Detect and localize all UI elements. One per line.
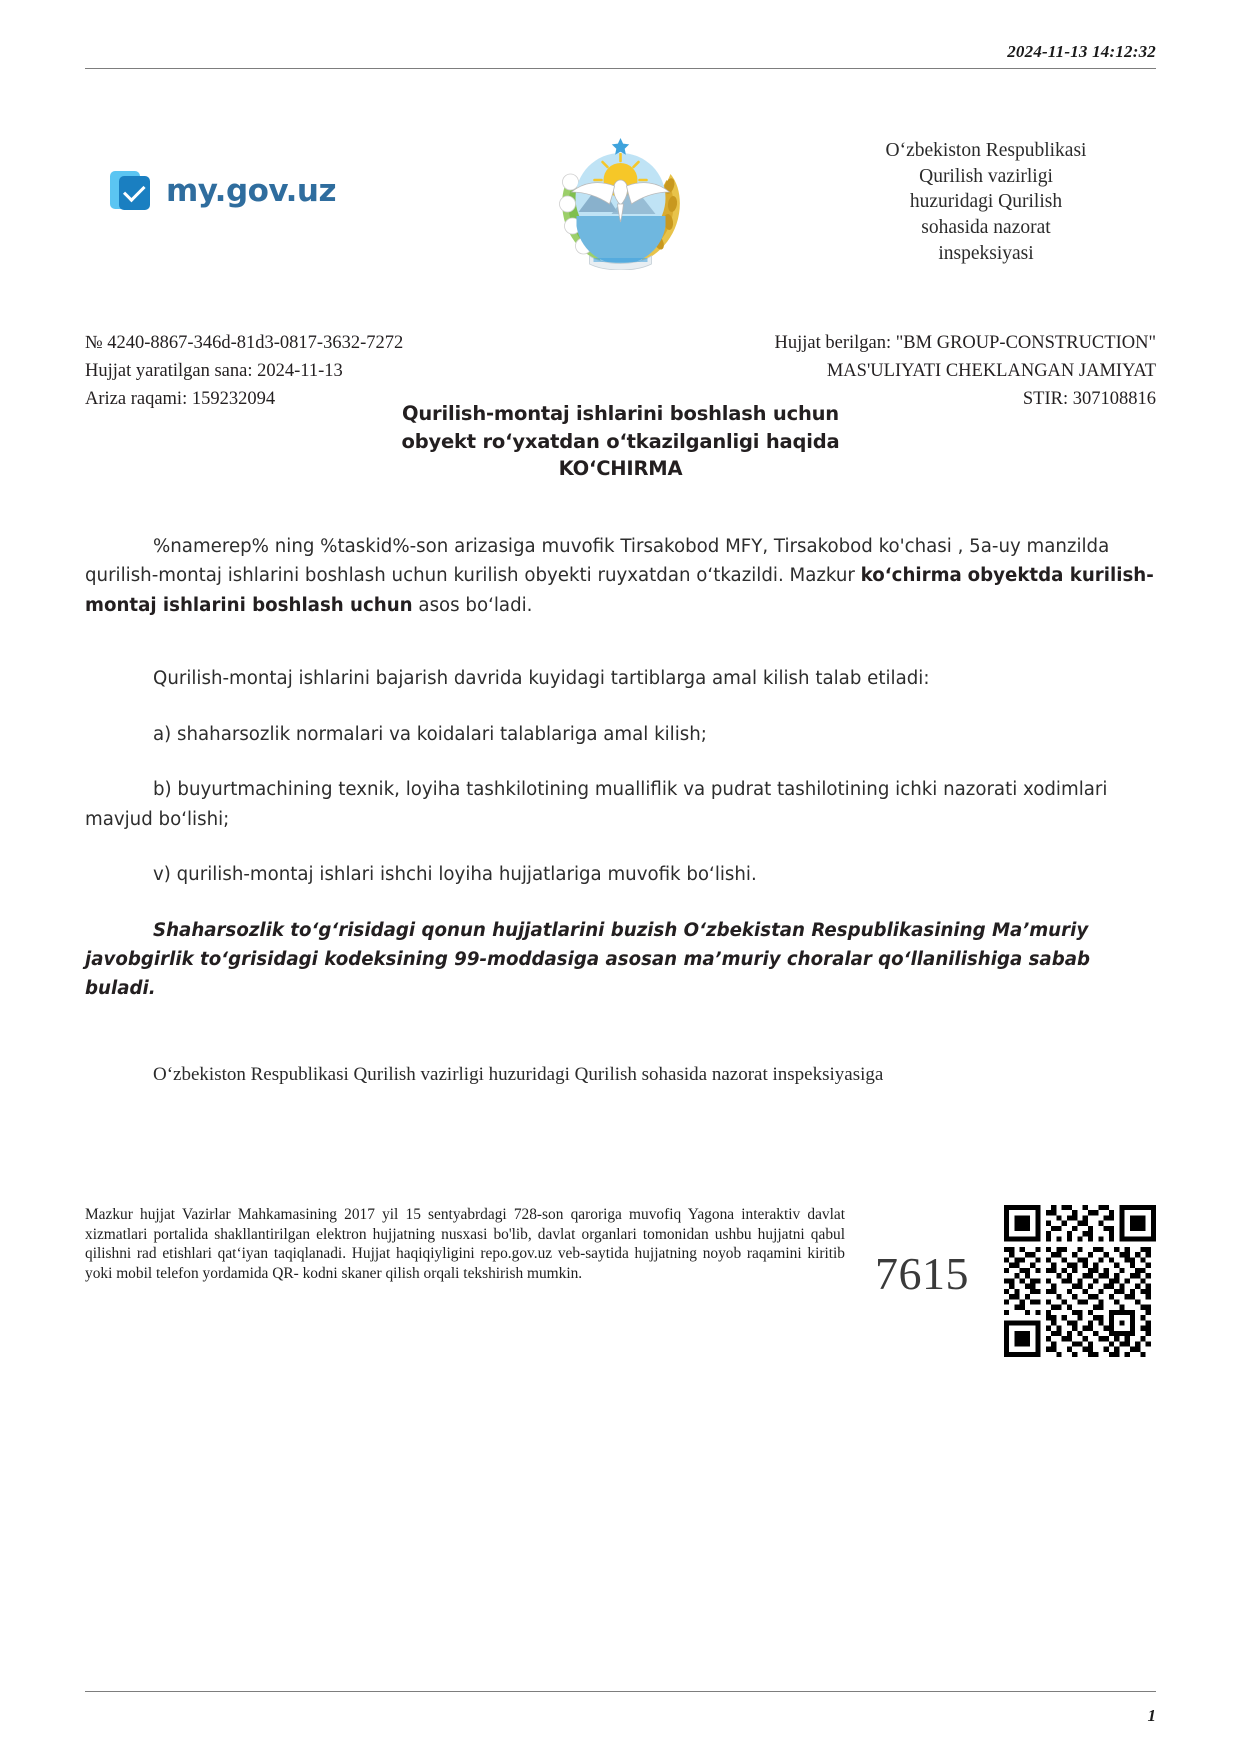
rules-intro-paragraph: Qurilish-montaj ishlarini bajarish davrida kuyidagi tartiblarga amal kilish talab etiladi: bbox=[153, 668, 930, 690]
header-timestamp: 2024-11-13 14:12:32 bbox=[1007, 42, 1156, 61]
ministry-line-4: sohasida nazorat bbox=[921, 217, 1051, 239]
taxpayer-id: STIR: 307108816 bbox=[1022, 388, 1156, 409]
uzbekistan-coat-of-arms-icon bbox=[553, 120, 688, 270]
title-line-2: obyekt ro‘yxatdan o‘tkazilganligi haqida bbox=[401, 429, 840, 453]
legal-fineprint: Mazkur hujjat Vazirlar Mahkamasining 2017 yil 15 sentyabrdagi 728-son qaroriga muvofiq Yagona interaktiv davlat xizmatlari portalida shakllantirilgan elektron hujjatning nusxasi bo'lib, davlat organlari tomonidan ushbu hujjatni qabul qilishni rad etishlari qat‘iyan taqiqlanadi. Hujjat haqiqiyligini repo.gov.uz veb-saytida hujjatning noyob raqamini kiritib yoki mobil telefon yordamida QR- kodni skaner qilish orqali tekshirish mumkin. bbox=[85, 1206, 845, 1283]
rule-item-b: b) buyurtmachining texnik, loyiha tashkilotining mualliflik va pudrat tashilotining ichki nazorati xodimlari mavjud bo‘lishi; bbox=[85, 779, 1108, 830]
ministry-line-1: O‘zbekiston Respublikasi bbox=[885, 140, 1087, 161]
ministry-name bbox=[826, 138, 1146, 267]
verification-area bbox=[871, 1205, 1156, 1365]
closing-authority: O‘zbekiston Respublikasi Qurilish vazirligi huzuridagi Qurilish sohasida nazorat inspeksiyasiga bbox=[153, 1064, 884, 1086]
issued-to-line-2: MAS'ULIYATI CHEKLANGAN JAMIYAT bbox=[826, 360, 1156, 381]
document-number: № 4240-8867-346d-81d3-0817-3632-7272 bbox=[85, 333, 404, 353]
page-number: 1 bbox=[1147, 1706, 1156, 1725]
title-line-1: Qurilish-montaj ishlarini boshlash uchun bbox=[402, 402, 839, 425]
issued-to-line-1: Hujjat berilgan: "BM GROUP-CONSTRUCTION" bbox=[774, 333, 1156, 353]
title-line-3: KO‘CHIRMA bbox=[558, 457, 683, 481]
verification-footer bbox=[85, 1205, 1156, 1365]
intro-bold-1: ko‘chirma bbox=[860, 565, 962, 587]
header-divider bbox=[85, 68, 1156, 69]
ministry-line-3: huzuridagi Qurilish bbox=[909, 191, 1063, 213]
masthead bbox=[85, 120, 1156, 285]
mygovuz-logo bbox=[110, 168, 336, 214]
page-header bbox=[85, 42, 1156, 69]
intro-paragraph bbox=[85, 532, 1156, 620]
rule-item-v: v) qurilish-montaj ishlari ishchi loyiha hujjatlariga muvofik bo‘lishi. bbox=[153, 864, 757, 886]
document-title bbox=[85, 400, 1156, 483]
document-body bbox=[85, 532, 1156, 1090]
ministry-line-5: inspeksiyasi bbox=[938, 242, 1034, 264]
application-number: Ariza raqami: 159232094 bbox=[85, 388, 276, 409]
ministry-line-2: Qurilish vazirligi bbox=[919, 165, 1053, 187]
logo-text: my.gov.uz bbox=[166, 173, 336, 209]
intro-text-part-1: %namerep% ning %taskid%-son arizasiga muvofik Tirsakobod MFY, Tirsakobod ko'chasi , 5a-uy manzilda qurilish-montaj ishlarini boshlash uchun kurilish obyekti ruyxatdan o‘tkazildi. Mazkur bbox=[85, 536, 1110, 587]
legal-warning-paragraph: Shaharsozlik to‘g‘risidagi qonun hujjatlarini buzish O‘zbekistan Respublikasining Ma’muriy javobgirlik to‘grisidagi kodeksining 99-moddasiga asosan ma’muriy choralar qo‘llanilishiga sabab buladi. bbox=[85, 919, 1091, 1000]
verification-number: 7615 bbox=[875, 1248, 969, 1299]
footer-divider bbox=[85, 1691, 1156, 1692]
intro-bold-2: obyektda kurilish-montaj ishlarini boshlash uchun bbox=[85, 565, 1154, 616]
rule-item-a: a) shaharsozlik normalari va koidalari talablariga amal kilish; bbox=[153, 723, 707, 745]
created-date: Hujjat yaratilgan sana: 2024-11-13 bbox=[85, 360, 343, 381]
document-check-icon bbox=[110, 168, 156, 214]
qr-code bbox=[1004, 1205, 1156, 1357]
intro-text-part-2: asos bo‘ladi. bbox=[412, 594, 533, 616]
